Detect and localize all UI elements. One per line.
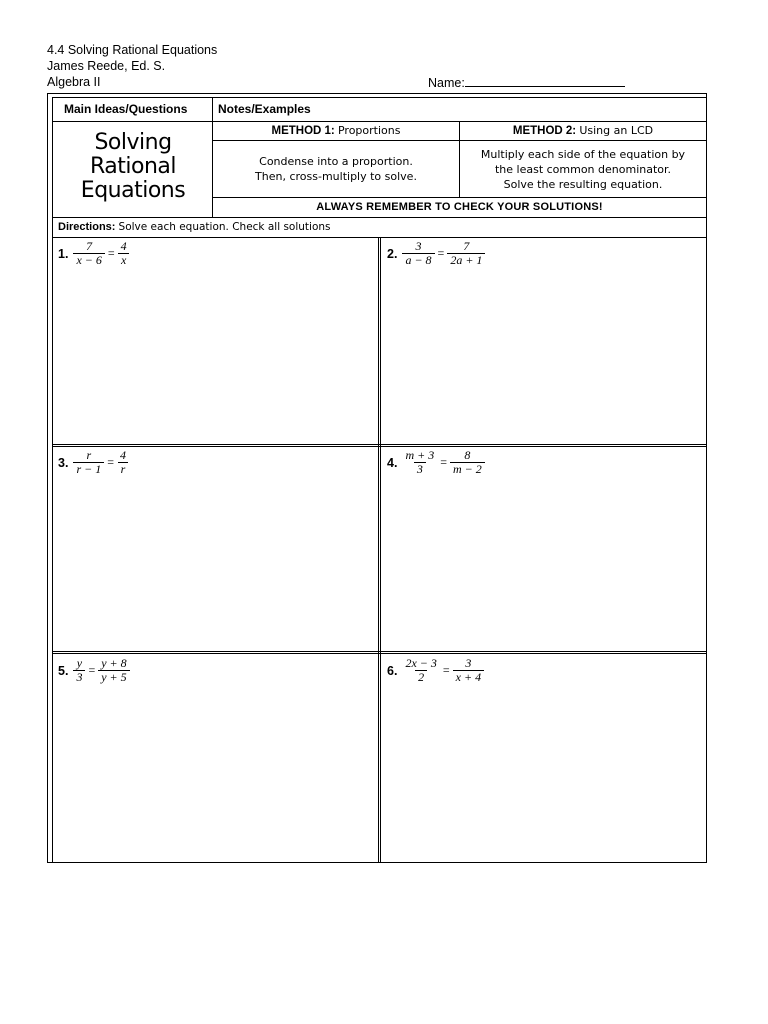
denominator: 2a + 1	[447, 253, 485, 267]
rhs-fraction	[447, 240, 485, 267]
method2-line: Multiply each side of the equation by	[480, 148, 686, 161]
rhs-fraction	[450, 449, 485, 476]
column-header-main-ideas: Main Ideas/Questions	[64, 102, 188, 116]
denominator: 2	[415, 670, 427, 684]
denominator: y + 5	[98, 670, 129, 684]
name-label: Name:	[428, 76, 465, 90]
worksheet-title: 4.4 Solving Rational Equations	[47, 43, 218, 57]
equals-sign: =	[107, 246, 115, 260]
problem-2	[387, 240, 486, 267]
problem-1	[58, 240, 131, 267]
name-field[interactable]	[428, 75, 625, 91]
problem-number: 4.	[387, 455, 398, 470]
numerator: 7	[463, 239, 470, 253]
equals-sign: =	[442, 663, 450, 677]
method2-heading	[460, 124, 706, 139]
directions	[58, 221, 331, 233]
problem-5	[58, 657, 131, 684]
method1-line: Condense into a proportion.	[259, 155, 413, 168]
method1-heading	[213, 124, 459, 139]
rhs-fraction	[98, 657, 129, 684]
problem-number: 1.	[58, 246, 69, 261]
problem-6	[387, 657, 485, 684]
lhs-fraction	[402, 657, 439, 684]
rhs-fraction	[118, 240, 130, 267]
work-area-4[interactable]	[381, 484, 705, 650]
numerator: y + 8	[101, 656, 127, 670]
denominator: r	[118, 462, 129, 476]
denominator: 3	[73, 670, 85, 684]
work-area-5[interactable]	[53, 692, 377, 861]
denominator: r − 1	[73, 462, 104, 476]
rhs-fraction	[453, 657, 484, 684]
numerator: 4	[120, 239, 127, 253]
numerator: 7	[86, 239, 93, 253]
work-area-2[interactable]	[381, 275, 705, 443]
column-header-notes: Notes/Examples	[218, 102, 311, 116]
method1-description	[213, 154, 459, 184]
topic-title-line: Rational	[89, 154, 177, 179]
work-area-1[interactable]	[53, 275, 377, 443]
rhs-fraction	[117, 449, 129, 476]
method2-name: Using an LCD	[579, 124, 654, 137]
method2-line: the least common denominator.	[494, 163, 672, 176]
topic-title	[54, 131, 212, 203]
problem-number: 5.	[58, 663, 69, 678]
denominator: m − 2	[450, 462, 485, 476]
course-name: Algebra II	[47, 75, 101, 89]
denominator: x	[118, 253, 129, 267]
method1-line: Then, cross-multiply to solve.	[255, 170, 417, 183]
equals-sign: =	[440, 455, 447, 469]
method1-name: Proportions	[337, 124, 401, 137]
work-area-6[interactable]	[381, 692, 705, 861]
numerator: 4	[120, 448, 126, 462]
lhs-fraction	[73, 240, 104, 267]
equals-sign: =	[107, 455, 114, 469]
name-blank-line[interactable]	[465, 75, 625, 87]
numerator: 3	[465, 656, 472, 670]
method2-description	[460, 147, 706, 192]
method2-line: Solve the resulting equation.	[503, 178, 663, 191]
lhs-fraction	[402, 240, 434, 267]
method1-label: METHOD 1:	[271, 125, 335, 137]
numerator: y	[76, 656, 83, 670]
lhs-fraction	[73, 449, 104, 476]
directions-label: Directions:	[58, 221, 116, 233]
numerator: 8	[464, 448, 471, 462]
denominator: x + 4	[453, 670, 484, 684]
method2-label: METHOD 2:	[512, 125, 577, 137]
equals-sign: =	[437, 246, 445, 260]
denominator: x − 6	[73, 253, 104, 267]
topic-title-line: Equations	[80, 178, 186, 203]
problem-number: 2.	[387, 246, 398, 261]
lhs-fraction	[402, 449, 437, 476]
numerator: 2x − 3	[405, 656, 437, 670]
problem-number: 3.	[58, 455, 69, 470]
equals-sign: =	[88, 663, 96, 677]
problem-3	[58, 449, 130, 476]
lhs-fraction	[73, 657, 85, 684]
topic-title-line: Solving	[94, 130, 172, 155]
numerator: m + 3	[405, 448, 435, 462]
problem-4	[387, 449, 486, 476]
denominator: 3	[414, 462, 426, 476]
check-solutions-reminder: ALWAYS REMEMBER TO CHECK YOUR SOLUTIONS!	[316, 201, 603, 213]
author-name: James Reede, Ed. S.	[47, 59, 166, 73]
denominator: a − 8	[402, 253, 434, 267]
numerator: 3	[415, 239, 422, 253]
numerator: r	[86, 448, 92, 462]
directions-text: Solve each equation. Check all solutions	[118, 221, 331, 233]
problem-number: 6.	[387, 663, 398, 678]
work-area-3[interactable]	[53, 484, 377, 650]
